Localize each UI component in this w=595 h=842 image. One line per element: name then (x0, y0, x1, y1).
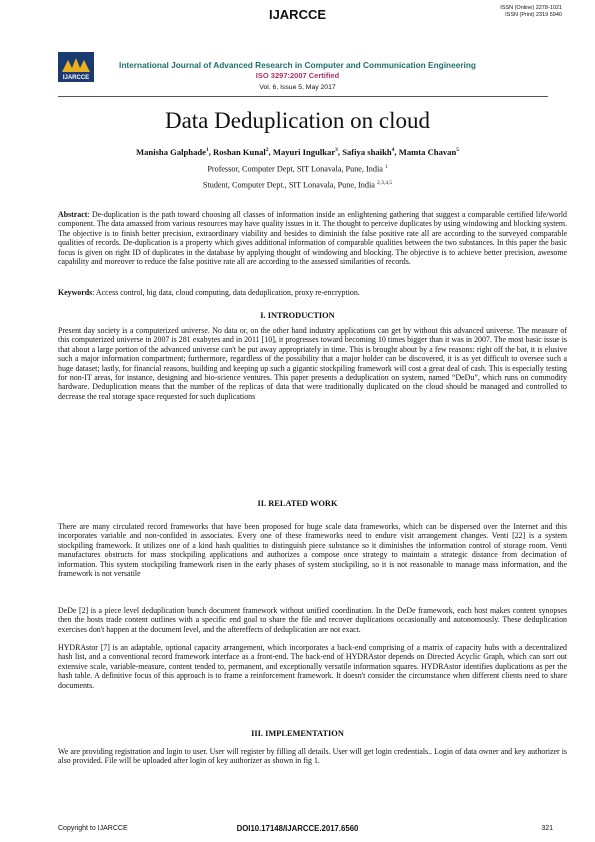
section-heading-related-work: II. RELATED WORK (257, 499, 338, 508)
logo-text: IJARCCE (62, 75, 90, 81)
abstract-label: Abstract (58, 210, 88, 219)
author-name: Mamta Chavan (398, 147, 457, 157)
related-work-paragraph-2: DeDe [2] is a piece level deduplication bunch document framework without unified coordination. In the DeDe framework, each host makes content synopses then the hosts trade content outlines with a specific end goal to share the file and recover duplications occasionally and autonomously. These deduplication exercises don't happen at the document level, and the aftereffects of deduplication are not exact. (58, 606, 567, 634)
header-divider (58, 96, 548, 97)
author-sup: 4 (391, 147, 395, 154)
abstract (58, 210, 567, 266)
journal-abbreviation: IJARCCE (268, 7, 327, 22)
paper-title: Data Deduplication on cloud (164, 108, 431, 133)
author-sup: 2 (265, 147, 269, 154)
keywords-label: Keywords (58, 288, 93, 297)
affiliation-1 (0, 164, 595, 174)
issn-block (500, 5, 562, 19)
affiliation-text: Student, Computer Dept., SIT Lonavala, Pune, India (202, 180, 375, 190)
issn-online: ISSN (Online) 2278-1021 (500, 5, 562, 11)
section-heading-implementation: III. IMPLEMENTATION (251, 729, 344, 738)
author-list: Manisha Galphade$^1$, Roshan Kunal$^2$, Mayuri Ingulkar$^3$, Safiya shaikh$^4$, Mamta Chavan$^5$ (136, 147, 459, 157)
affiliation-text: Professor, Computer Dept, SIT Lonavala, Pune, India (207, 164, 383, 174)
journal-name: International Journal of Advanced Research in Computer and Communication Engineering (119, 60, 476, 70)
author-name: Roshan Kunal (213, 147, 266, 157)
issn-print: ISSN (Print) 2319 5940 (505, 12, 562, 18)
affiliation-2 (0, 180, 595, 190)
volume-issue: Vol. 6, Issue 5, May 2017 (259, 84, 336, 91)
keywords-text: : Access control, big data, cloud computing, data deduplication, proxy re-encryption. (92, 288, 360, 297)
author-name: Mayuri Ingulkar (272, 147, 336, 157)
section-heading-introduction: I. INTRODUCTION (260, 311, 335, 320)
affiliation-sup: 1 (384, 164, 388, 170)
author-sup: 5 (456, 147, 459, 154)
footer-page-number: 321 (541, 825, 553, 832)
author-sup: 1 (205, 147, 209, 154)
author-sup: 3 (335, 147, 338, 154)
affiliation-sup: 2,3,4,5 (376, 180, 393, 186)
related-work-paragraph-1: There are many circulated record frameworks that have been proposed for huge scale data frameworks, which can be dispersed over the Internet and this incorporates variable and non-confided in associates. Every one of these frameworks need to endure visit arrangement changes. Venti [22] is a system stockpiling framework. It utilizes one of a kind hash qualities to distinguish piece substance so it diminishes the information control of storage room. Venti manufactures obstructs for mass stockpiling applications and authorizes a compose once strategy to maintain a strategic distance from decimation of information. This system stockpiling framework risen in the early phases of system stockpiling, so it is not reasonable to manage mass information, and the framework is not versatile (58, 522, 567, 579)
implementation-text: We are providing registration and login to user. User will register by filling all details. User will get login credentials.. Login of data owner and key authorizer is also provided. File will be uploaded after login of key authorizer as shown in fig 1. (58, 747, 567, 766)
keywords (58, 288, 567, 297)
footer-copyright: Copyright to IJARCCE (58, 825, 128, 832)
footer-doi: DOI10.17148/IJARCCE.2017.6560 (236, 824, 359, 833)
abstract-text: : De-duplication is the path toward choosing all classes of information inside an enlightening gathering that suggest a comparable certified life/world component. The data amassed from various resources may have quality issues in it. The thought to perceive duplicates by using windowing and blocking system. The objective is to finish better precision, extraordinary viability and besides to diminish the false positive rate all are according to the surveyed comparable qualities of records. De-duplication is a property which gives additional information of comparable qualities between the two substances. In this paper the basic focus is given on right ID of duplicates in the database by applying thought of windowing and blocking. The objective is to achieve better precision, awesome capability and moreover to reduce the false positive rate all are according to the assessed similarities of records. (58, 210, 567, 267)
author-name: Safiya shaikh (342, 147, 392, 157)
author-name: Manisha Galphade (136, 147, 206, 157)
iso-certified: ISO 3297:2007 Certified (255, 71, 340, 80)
introduction-text: Present day society is a computerized universe. No data or, on the other hand industry applications can get by without this advanced universe. The measure of this computerized universe in 2007 is 281 exabytes and in 2011 [10], it progresses toward becoming 10 times bigger than it was in 2007. The most basic issue is that about a large portion of the advanced universe can't be put away appropriately in time. This is brought about by a few reasons: right off the bat, it is elusive such a major information compartment; furthermore, regardless of the possibility that a major holder can be discovered, it is as yet difficult to oversee such a huge dataset; lastly, for financial reasons, building and keeping up such a gigantic stockpiling framework will cost a great deal of cash. This is especially testing for non-IT areas, for instance, designing and bio-science ventures. This paper presents a deduplication on system, named “DeDu”, which runs on commodity hardware. Deduplication means that the number of the replicas of data that were traditionally duplicated on the cloud should be managed and controlled to decrease the real storage space requested for such duplications (58, 326, 567, 401)
related-work-paragraph-3: HYDRAstor [7] is an adaptable, optional capacity arrangement, which incorporates a back-end comprising of a matrix of capacity hubs with a decentralized hash list, and a conventional record framework interface as a front-end. The back-end of HYDRAstor depends on Directed Acyclic Graph, which can sort out extensive scale, variable-measure, content tended to, permanent, and exceptionally versatile information squares. HYDRAstor identifies duplications as per the hash table. A definitive focus of this approach is to frame a reinforcement framework. It doesn't consider the circumstance when different clients need to share documents. (58, 643, 567, 690)
